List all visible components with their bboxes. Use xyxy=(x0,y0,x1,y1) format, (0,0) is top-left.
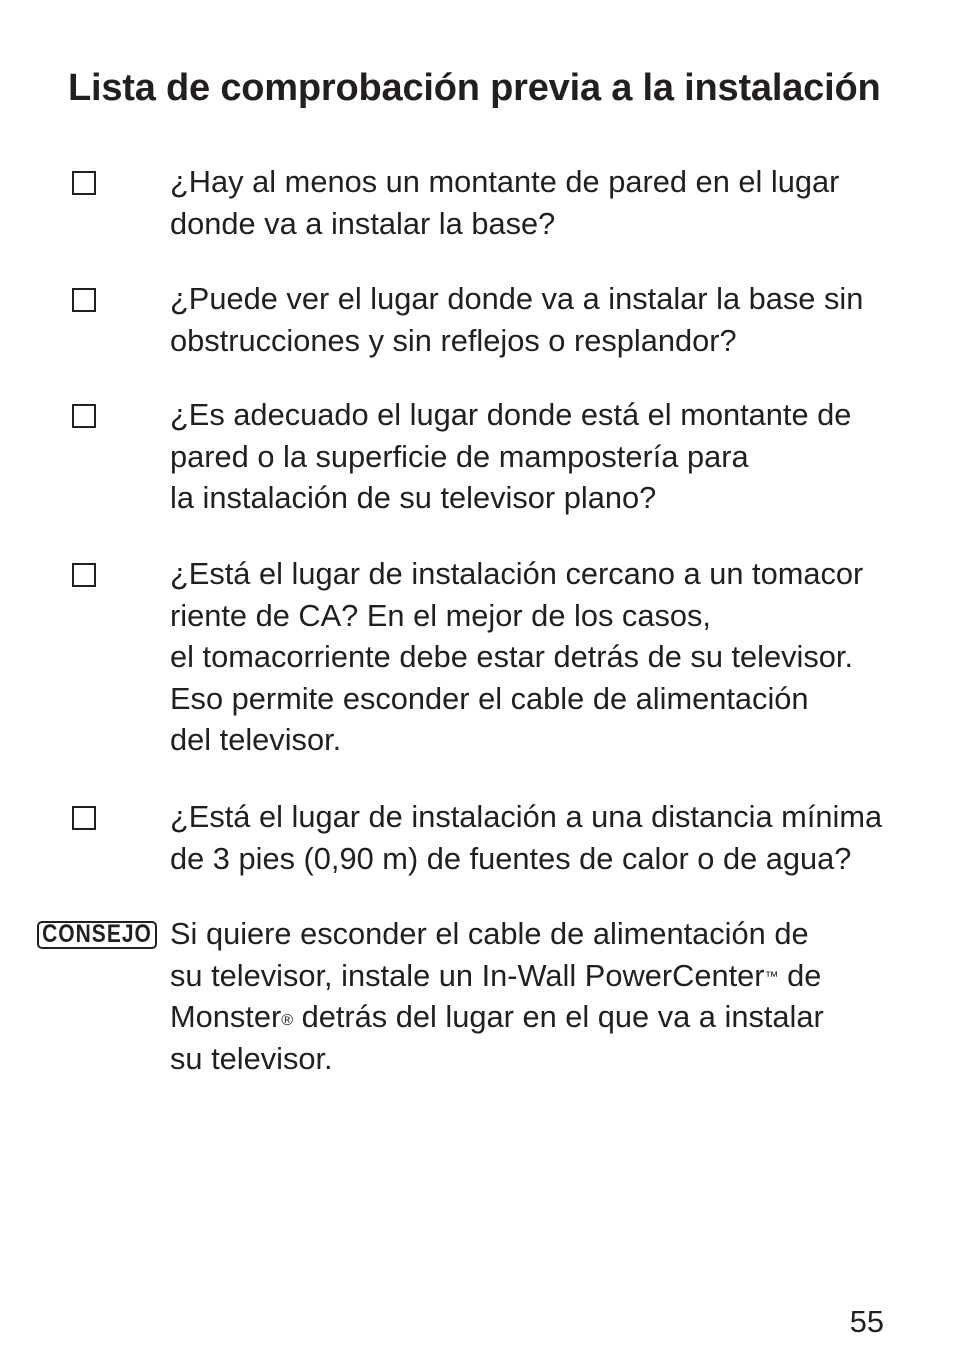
checklist-item-text xyxy=(170,161,839,244)
text-segment: Si quiere esconder el cable de alimentación de xyxy=(170,916,809,951)
registered-symbol: ® xyxy=(281,1012,294,1030)
text-segment: su televisor. xyxy=(170,1040,333,1076)
text-line: ¿Está el lugar de instalación cercano a un tomacor xyxy=(170,556,864,591)
text-line: ¿Está el lugar de instalación a una distancia mínima xyxy=(170,799,883,834)
checklist-item-text xyxy=(170,278,863,361)
checklist-item-text xyxy=(170,394,851,519)
checklist-item-text xyxy=(170,553,863,761)
text-segment: Monster xyxy=(170,999,282,1035)
checkbox-icon xyxy=(72,171,96,195)
checkbox-icon xyxy=(72,404,96,428)
text-line xyxy=(170,1038,824,1080)
text-line xyxy=(170,955,824,997)
text-segment: detrás del lugar en el que va a instalar xyxy=(293,999,824,1035)
checklist-item-text xyxy=(170,796,882,879)
text-line: de 3 pies (0,90 m) de fuentes de calor o de agua? xyxy=(170,840,852,876)
checkbox-icon xyxy=(72,563,96,587)
text-line: Eso permite esconder el cable de alimentación xyxy=(170,680,809,716)
consejo-badge-label: CONSEJO xyxy=(42,921,152,949)
text-line: del televisor. xyxy=(170,722,342,758)
text-line: obstrucciones y sin reflejos o resplandor? xyxy=(170,322,737,358)
page-title: Lista de comprobación previa a la instalación xyxy=(68,67,881,109)
text-line: pared o la superficie de mampostería para xyxy=(170,438,749,474)
text-line: riente de CA? En el mejor de los casos, xyxy=(170,597,711,633)
checkbox-icon xyxy=(72,806,96,830)
text-line: el tomacorriente debe estar detrás de su televisor. xyxy=(170,639,854,675)
trademark-symbol: ™ xyxy=(764,967,779,984)
text-line: la instalación de su televisor plano? xyxy=(170,480,657,516)
text-segment: de xyxy=(778,957,822,993)
text-segment: su televisor, instale un In-Wall PowerCenter xyxy=(170,957,765,993)
text-line xyxy=(170,913,824,955)
page-number: 55 xyxy=(849,1304,884,1339)
checkbox-icon xyxy=(72,288,96,312)
text-line: donde va a instalar la base? xyxy=(170,205,556,241)
text-line: ¿Hay al menos un montante de pared en el lugar xyxy=(170,164,840,199)
text-line: ¿Es adecuado el lugar donde está el montante de xyxy=(170,397,852,432)
tip-text xyxy=(170,913,824,1079)
text-line xyxy=(170,996,824,1038)
consejo-badge xyxy=(37,921,157,949)
text-line: ¿Puede ver el lugar donde va a instalar la base sin xyxy=(170,281,864,316)
